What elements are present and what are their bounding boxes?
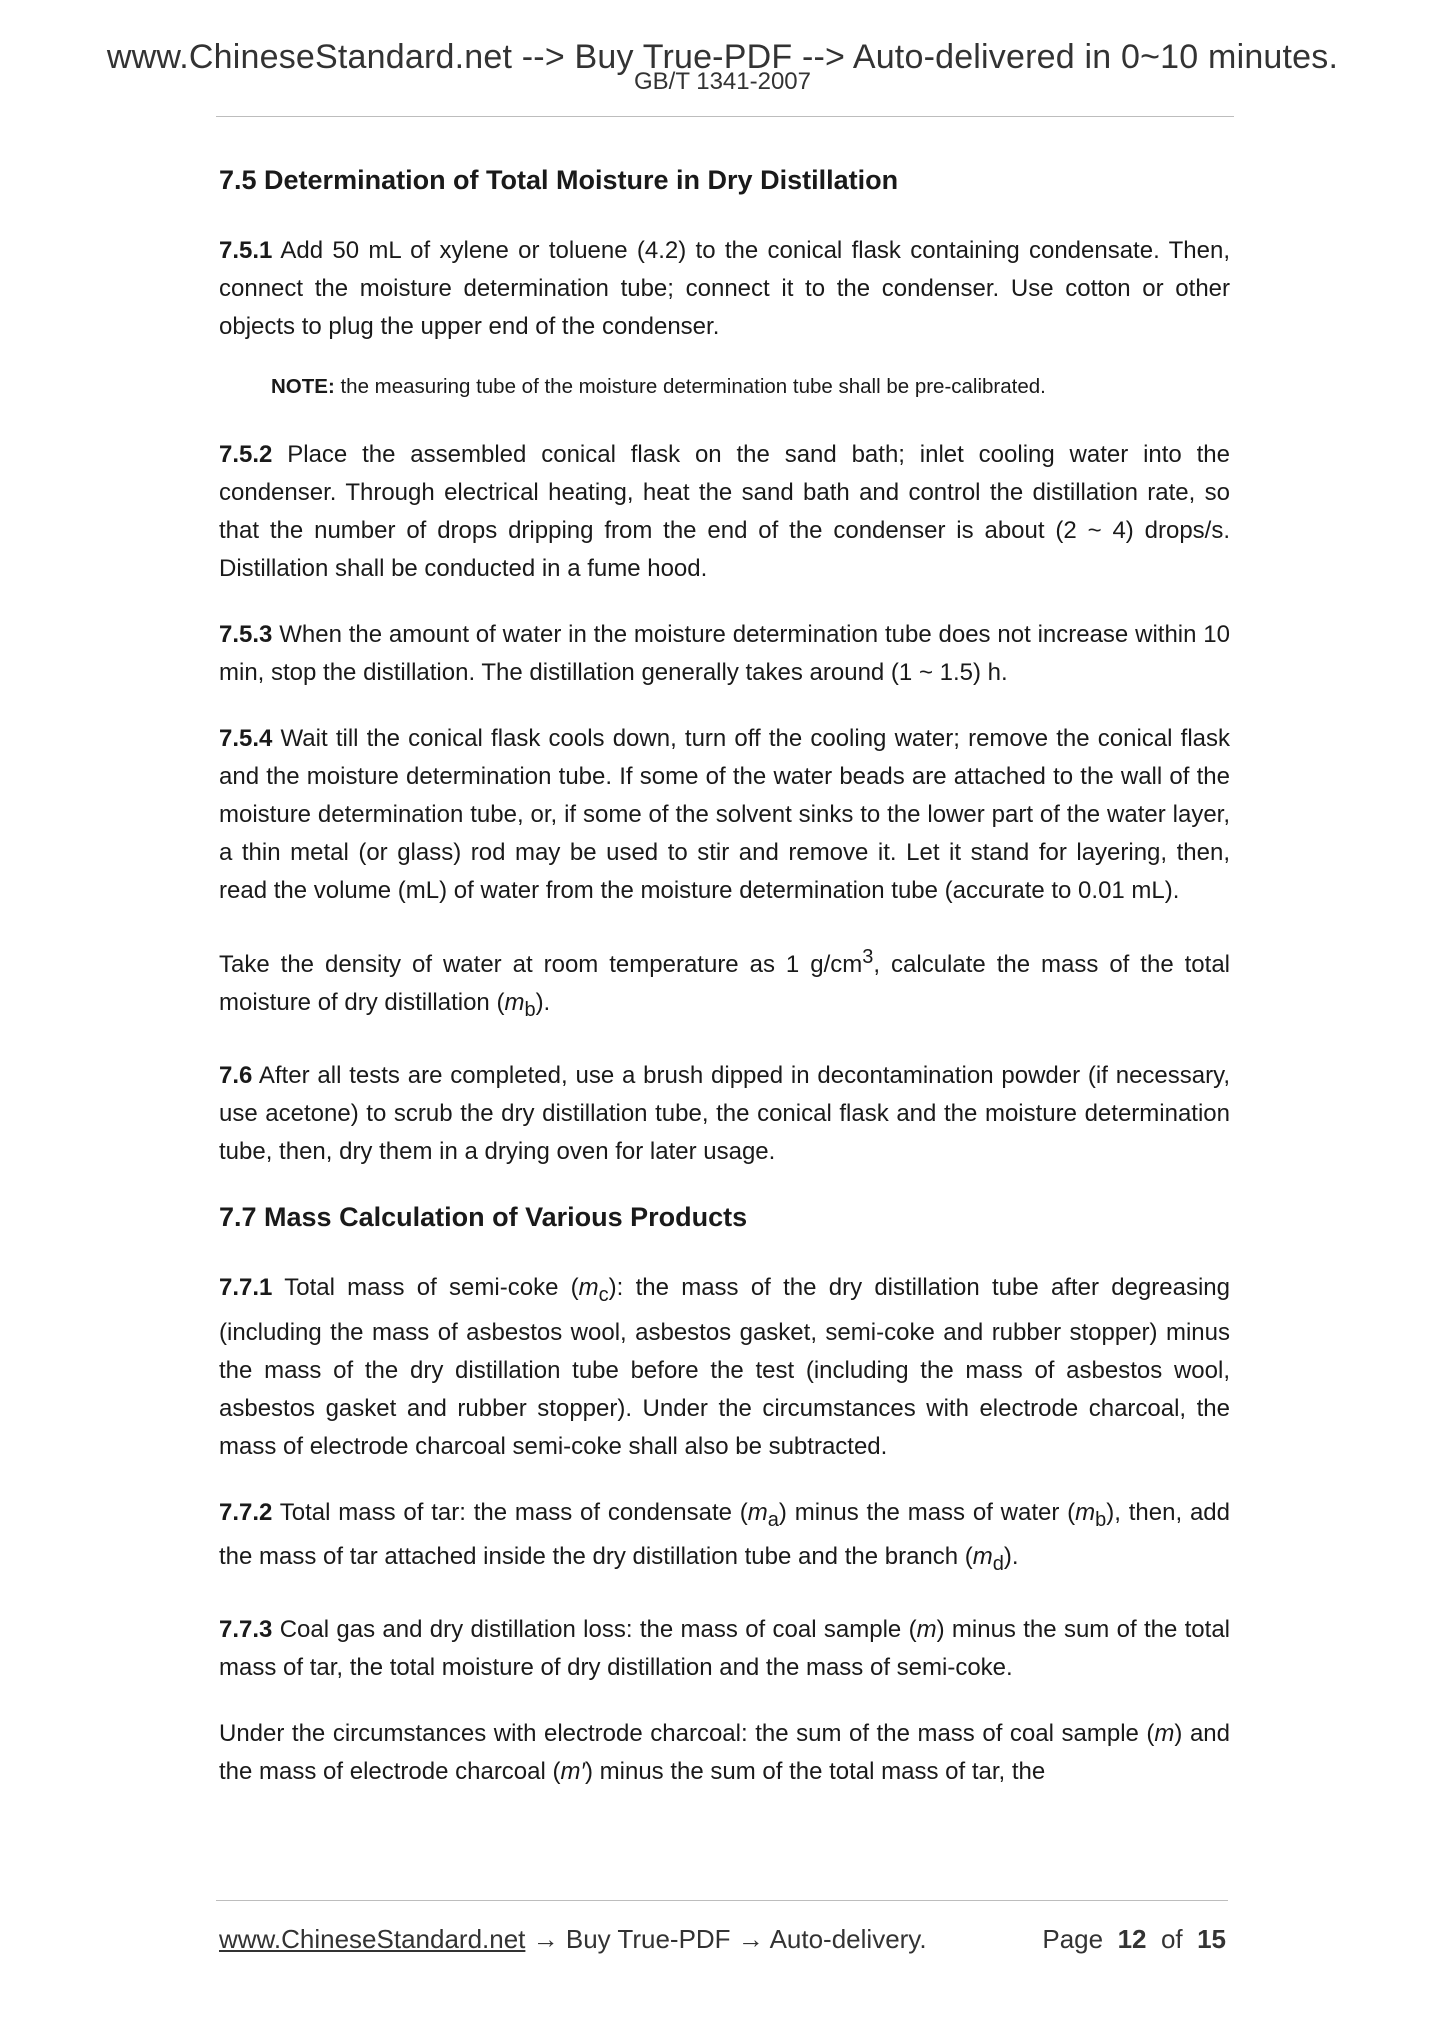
site-link[interactable]: www.ChineseStandard.net (219, 1924, 526, 1954)
clause-text: Place the assembled conical flask on the sand bath; inlet cooling water into the condenser. Through electrical heating, heat the sand bath and control the distillation rate, so that the number of drops dripping from the end of the condenser is about (2 ~ 4) drops/s. Distillation shall be conducted in a fume hood. (219, 441, 1230, 582)
text-run: Under the circumstances with electrode charcoal: the sum of the mass of coal sample ( (219, 1720, 1155, 1748)
text-run: Total mass of semi-coke ( (272, 1273, 579, 1301)
standard-code: GB/T 1341-2007 (633, 68, 811, 95)
section-7-5-title: 7.5 Determination of Total Moisture in Dry Distillation (219, 165, 899, 195)
clause-number: 7.5.4 (219, 725, 273, 752)
clause-7-7-1 (219, 1269, 1230, 1466)
footer-left (219, 1924, 927, 1955)
subscript: b (524, 998, 536, 1021)
clause-text: Add 50 mL of xylene or toluene (4.2) to the conical flask containing condensate. Then, connect the moisture determination tube; connect it to the condenser. Use cotton or other objects to plug the upper end of the condenser. (219, 237, 1230, 340)
text-run: ), then, add the mass of tar attached inside the dry distillation tube and the branch ( (219, 1498, 1230, 1571)
math-symbol: m (578, 1273, 599, 1301)
text-run: ) minus the sum of the total mass of tar, the total moisture of dry distillation and the mass of semi-coke. (219, 1616, 1231, 1682)
document-body (219, 158, 1230, 1819)
clause-7-5-1 (219, 232, 1230, 346)
clause-7-5-4 (219, 720, 1230, 910)
text-run: ): the mass of the dry distillation tube after degreasing (including the mass of asbestos wool, asbestos gasket, semi-coke and rubber stopper) minus the mass of the dry distillation tube before the test (including the mass of asbestos wool, asbestos gasket and rubber stopper). Under the circumstances with electrode charcoal, the mass of electrode charcoal semi-coke shall also be subtracted. (219, 1273, 1230, 1460)
note (271, 372, 1230, 402)
clause-7-7-2 (219, 1494, 1230, 1584)
clause-7-6 (219, 1057, 1230, 1171)
clause-7-5-3 (219, 616, 1230, 692)
superscript: 3 (862, 946, 874, 968)
clause-text: Wait till the conical flask cools down, turn off the cooling water; remove the conical flask and the moisture determination tube. If some of the water beads are attached to the wall of the moisture determination tube, or, if some of the solvent sinks to the lower part of the water layer, a thin metal (or glass) rod may be used to stir and remove it. Let it stand for layering, then, read the volume (mL) of water from the moisture determination tube (accurate to 0.01 mL). (219, 725, 1230, 904)
clause-number: 7.6 (219, 1061, 253, 1089)
clause-number: 7.7.1 (219, 1273, 273, 1301)
math-symbol: m (1075, 1498, 1096, 1526)
text-run: ). (1003, 1543, 1019, 1571)
subscript: a (767, 1508, 779, 1531)
math-symbol: m (1154, 1720, 1175, 1748)
math-symbol: m (972, 1543, 993, 1571)
header-banner: www.ChineseStandard.net --> Buy True-PDF --> Auto-delivered in 0~10 minutes. (106, 38, 1339, 76)
note-label: NOTE: (271, 375, 335, 398)
page-total: 15 (1197, 1924, 1226, 1954)
text-run: ) minus the mass of water ( (778, 1498, 1076, 1526)
clause-text: When the amount of water in the moisture determination tube does not increase within 10 min, stop the distillation. The distillation generally takes around (1 ~ 1.5) h. (219, 621, 1230, 686)
text-run: ). (535, 989, 551, 1016)
clause-7-5-2 (219, 436, 1230, 588)
density-paragraph (219, 938, 1230, 1029)
section-7-7-title: 7.7 Mass Calculation of Various Products (219, 1201, 748, 1232)
text-run: Coal gas and dry distillation loss: the mass of coal sample ( (272, 1616, 917, 1644)
subscript: d (992, 1553, 1004, 1576)
clause-7-7-3 (219, 1611, 1230, 1687)
clause-number: 7.5.3 (219, 621, 273, 648)
subscript: c (598, 1283, 609, 1306)
of-label: of (1160, 1924, 1183, 1954)
clause-number: 7.5.1 (219, 237, 273, 264)
footer-promo-text: → Buy True-PDF → Auto-delivery. (525, 1924, 927, 1954)
clause-number: 7.7.2 (219, 1498, 273, 1526)
math-symbol: m′ (560, 1758, 585, 1786)
subscript: b (1095, 1508, 1107, 1531)
header-divider (216, 116, 1234, 117)
footer-divider (216, 1900, 1228, 1901)
page-indicator (1042, 1924, 1226, 1955)
math-symbol: m (916, 1616, 937, 1644)
math-symbol: m (504, 989, 525, 1016)
text-run: Total mass of tar: the mass of condensate ( (272, 1498, 748, 1526)
text-run: ) and the mass of electrode charcoal ( (219, 1720, 1231, 1786)
clause-number: 7.7.3 (219, 1616, 273, 1644)
electrode-charcoal-paragraph (219, 1715, 1230, 1791)
page-label: Page (1042, 1924, 1104, 1954)
note-text: the measuring tube of the moisture determination tube shall be pre-calibrated. (334, 375, 1046, 398)
clause-text: After all tests are completed, use a brush dipped in decontamination powder (if necessary, use acetone) to scrub the dry distillation tube, the conical flask and the moisture determination tube, then, dry them in a drying oven for later usage. (219, 1061, 1230, 1165)
clause-number: 7.5.2 (219, 441, 273, 468)
page-footer (219, 1924, 1226, 1955)
page-current: 12 (1117, 1924, 1147, 1954)
math-symbol: m (747, 1498, 768, 1526)
text-run: ) minus the sum of the total mass of tar, the (585, 1758, 1046, 1786)
text-run: Take the density of water at room temperature as 1 g/cm (219, 951, 863, 978)
text-run: , calculate the mass of the total moisture of dry distillation ( (219, 951, 1230, 1016)
